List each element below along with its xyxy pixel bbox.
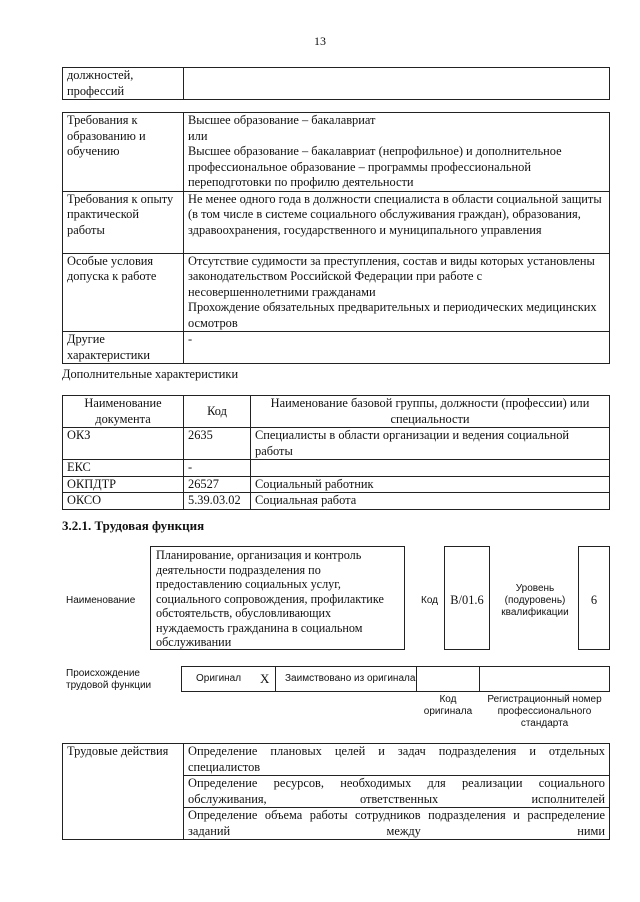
req-value: Высшее образование – бакалавриат или Высшее образование – бакалавриат (непрофильное) и дополнительное профессиональное образование – программы профессиональной переподготовки по профилю деятельности — [184, 113, 610, 192]
code-caption: Код оригинала — [423, 694, 473, 717]
header-name: Наименование базовой группы, должности (профессии) или специальности — [251, 396, 610, 428]
function-name-box: Планирование, организация и контроль деятельности подразделения по предоставлению социальных услуг, социального сопровождения, профилактике обстоятельств, обусловливающих нуждаемость гражданина в социальном обслуживании — [150, 546, 405, 650]
level-label: Уровень (подуровень) квалификации — [501, 583, 569, 618]
cell-name: Социальный работник — [251, 476, 610, 493]
cell-doc: ОКСО — [63, 493, 184, 510]
cell-code: 2635 — [184, 428, 251, 460]
cell-code: - — [184, 460, 251, 477]
cell-doc: ОКЗ — [63, 428, 184, 460]
cell-doc: ОКПДТР — [63, 476, 184, 493]
labor-actions-table — [62, 743, 610, 840]
table-row — [63, 493, 610, 510]
top-continuation-table — [62, 67, 610, 100]
borrowed-label: Заимствовано из оригинала — [285, 673, 416, 684]
origin-divider — [416, 666, 417, 692]
table-row — [63, 253, 610, 332]
cell-name — [251, 460, 610, 477]
table-row — [63, 68, 610, 100]
cell-name: Социальная работа — [251, 493, 610, 510]
table-row — [63, 332, 610, 364]
req-label: Другие характеристики — [63, 332, 184, 364]
table-row — [63, 191, 610, 253]
cell-code: 26527 — [184, 476, 251, 493]
req-value: - — [184, 332, 610, 364]
action-item: Определение плановых целей и задач подразделения и отдельных специалистов — [184, 744, 610, 776]
action-item: Определение объема работы сотрудников подразделения и распределение заданий между ними — [184, 808, 610, 840]
origin-divider — [275, 666, 276, 692]
extra-characteristics-table — [62, 395, 610, 510]
actions-label: Трудовые действия — [63, 744, 184, 840]
origin-divider — [479, 666, 480, 692]
header-code: Код — [184, 396, 251, 428]
table-row — [63, 744, 610, 776]
action-item: Определение ресурсов, необходимых для реализации социального обслуживания, ответственных исполнителей — [184, 776, 610, 808]
extra-heading: Дополнительные характеристики — [62, 367, 239, 381]
header-doc: Наименование документа — [63, 396, 184, 428]
req-label: Требования к опыту практической работы — [63, 191, 184, 253]
original-label: Оригинал — [196, 673, 242, 684]
page-number: 13 — [314, 34, 326, 48]
code-label: Код — [421, 595, 439, 606]
table-row — [63, 460, 610, 477]
table-header-row — [63, 396, 610, 428]
cell-doc: ЕКС — [63, 460, 184, 477]
cont-value — [184, 68, 610, 100]
req-label: Требования к образованию и обучению — [63, 113, 184, 192]
original-checkmark: X — [260, 671, 270, 686]
req-value: Не менее одного года в должности специалиста в области социальной защиты (в том числе в системе социального обслуживания граждан), образования, здравоохранения, государственного и муниципального управления — [184, 191, 610, 253]
cell-code: 5.39.03.02 — [184, 493, 251, 510]
requirements-table — [62, 112, 610, 364]
table-row — [63, 476, 610, 493]
name-label: Наименование — [66, 595, 136, 606]
level-value-box: 6 — [578, 546, 610, 650]
req-value: Отсутствие судимости за преступления, состав и виды которых установлены законодательством Российской Федерации при работе с несовершеннолетними гражданами Прохождение обязательных предварительных и периодических медицинских осмотров — [184, 253, 610, 332]
table-row — [63, 113, 610, 192]
cont-label: должностей, профессий — [63, 68, 184, 100]
section-title: 3.2.1. Трудовая функция — [62, 518, 205, 533]
reg-caption: Регистрационный номер профессионального стандарта — [487, 694, 602, 729]
req-label: Особые условия допуска к работе — [63, 253, 184, 332]
code-value-box: B/01.6 — [444, 546, 490, 650]
table-row — [63, 428, 610, 460]
origin-label: Происхождение трудовой функции — [66, 668, 152, 691]
cell-name: Специалисты в области организации и ведения социальной работы — [251, 428, 610, 460]
